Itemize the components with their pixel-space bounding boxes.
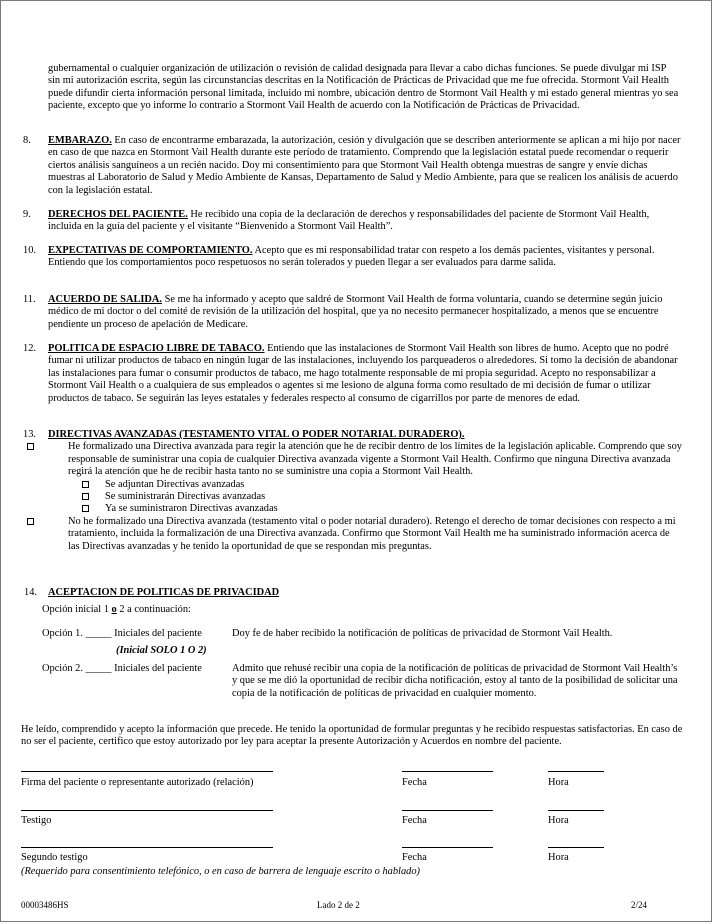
patient-time-line[interactable] <box>548 771 604 772</box>
item-text: Entiendo que las instalaciones de Stormont Vail Health son libres de humo. Acepto que no podré fumar ni utilizar productos de tabaco en ningún lugar de las instalaciones, incluyendo los parqueaderos o alrededores. Si tomo la decisión de abandonar las instalaciones para fumar o consumir productos de tabaco, me hago totalmente responsable de mi propia seguridad. Acepto no responsabilizar a Stormont Vail Health o a cualquiera de sus empleados o agentes si me lesiono de alguna forma como resultado de mi decisión de fumar o utilizar productos de tabaco. Se seguirán las leyes estatales y federales respecto al consumo de cigarrillos por parte de menores de edad. <box>48 343 678 404</box>
second-witness-signature-line[interactable] <box>21 847 273 848</box>
patient-signature-line[interactable] <box>21 771 273 772</box>
directive-sub-option <box>23 503 683 515</box>
item-pregnancy <box>23 135 683 197</box>
checkbox[interactable] <box>82 481 89 488</box>
date-label: Fecha <box>402 777 427 788</box>
item-number: 10. <box>23 245 36 256</box>
instruction-text: 2 a continuación: <box>116 604 191 615</box>
item-heading: ACUERDO DE SALIDA. <box>48 294 163 305</box>
item-heading: POLITICA DE ESPACIO LIBRE DE TABACO. <box>48 343 265 354</box>
option-1-initials[interactable]: Opción 1. _____ Iniciales del paciente <box>42 628 202 639</box>
patient-date-line[interactable] <box>402 771 493 772</box>
footer-revision: 2/24 <box>631 900 648 910</box>
directive-option-1 <box>23 441 683 478</box>
item-text: Se me ha informado y acepto que saldré de Stormont Vail Health de forma voluntaria, cuando se determine según juicio médico de mi doctor o del comité de revisión de la utilización del hospital, que ya no necesito permanecer hospitalizado, a menos que se encuentre pendiente un proceso de apelación de Medicare. <box>48 294 663 330</box>
acknowledgement-paragraph: He leído, comprendido y acepto la información que precede. He tenido la oportunidad de formular preguntas y he recibido respuestas satisfactorias. En caso de no ser el paciente, certifico que estoy autorizado por ley para aceptar la presente Autorización y Acuerdos en nombre del paciente. <box>21 724 683 748</box>
witness-time-line[interactable] <box>548 810 604 811</box>
witness-date-line[interactable] <box>402 810 493 811</box>
date-label: Fecha <box>402 852 427 863</box>
second-witness-time-line[interactable] <box>548 847 604 848</box>
item-tobacco <box>23 343 683 405</box>
instruction-text: Opción inicial 1 <box>42 604 112 615</box>
item-number: 9. <box>23 209 31 220</box>
option-text: No he formalizado una Directiva avanzada (testamento vital o poder notarial duradero). Retengo el derecho de tomar decisiones con respecto a mi tratamiento, incluida la formalización de una Directiva avanzada. Confirmo que Stormont Vail Health me ha suministrado información acerca de las Directivas avanzadas y he tenido la oportunidad de que se respondan mis preguntas. <box>68 515 676 552</box>
intro-paragraph: gubernamental o cualquier organización de utilización o revisión de calidad designada para llevar a cabo dichas funciones. Se puede divulgar mi ISP sin mi autorización escrita, según las circunstancias descritas en la Notificación de Prácticas de Privacidad que me fue ofrecida. Stormont Vail Health puede difundir cierta información personal limitada, incluido mi nombre, ubicación dentro de Stormont Vail Health y mi estado general mientras yo sea paciente, excepto que yo informe lo contrario a Stormont Vail Health de acuerdo con la Notificación de Prácticas de Privacidad. <box>48 63 679 112</box>
witness-signature-line[interactable] <box>21 810 273 811</box>
option-text: He formalizado una Directiva avanzada para regir la atención que he de recibir dentro de los límites de la legislación aplicable. Comprendo que soy responsable de suministrar una copia de cualquier Directiva avanzada vigente a Stormont Vail Health. Confirmo que ninguna Directiva avanzada regirá la atención que he de recibir hasta tanto no se suministre una copia a Stormont Vail Health. <box>68 441 682 478</box>
checkbox[interactable] <box>82 505 89 512</box>
option-2-initials[interactable]: Opción 2. _____ Iniciales del paciente <box>42 663 202 674</box>
time-label: Hora <box>548 815 569 826</box>
item-advance-directives <box>23 429 683 553</box>
footer-form-id: 00003486HS <box>21 900 69 910</box>
witness-requirement-note: (Requerido para consentimiento telefónico, o en caso de barrera de lenguaje escrito o hablado) <box>21 866 420 877</box>
initial-instructions <box>42 604 191 616</box>
item-number: 12. <box>23 343 36 354</box>
item-patient-rights <box>23 209 683 234</box>
item-text: He recibido una copia de la declaración de derechos y responsabilidades del paciente de Stormont Vail Health, incluida en la guía del paciente y el visitante “Bienvenido a Stormont Vail Health”. <box>48 209 650 233</box>
option-2-text: Admito que rehusé recibir una copia de la notificación de políticas de privacidad de Stormont Vail Health’s y que se me dió la oportunidad de recibir dicha notificación, estoy al tanto de la posibilidad de solicitar una copia de la notificación de políticas de privacidad en cualquier momento. <box>232 663 678 699</box>
item-number: 14. <box>24 587 37 598</box>
checkbox[interactable] <box>82 493 89 500</box>
item-discharge <box>23 294 683 331</box>
time-label: Hora <box>548 777 569 788</box>
item-number: 13. <box>23 429 36 440</box>
footer-page-number: Lado 2 de 2 <box>317 900 360 910</box>
second-witness-date-line[interactable] <box>402 847 493 848</box>
checkbox[interactable] <box>27 443 34 450</box>
directive-option-2 <box>23 516 683 553</box>
item-heading: DERECHOS DEL PACIENTE. <box>48 209 188 220</box>
directive-sub-option <box>23 491 683 503</box>
item-behavior <box>23 245 683 270</box>
item-heading: DIRECTIVAS AVANZADAS (TESTAMENTO VITAL O PODER NOTARIAL DURADERO). <box>48 429 465 440</box>
item-number: 8. <box>23 135 31 146</box>
item-heading: ACEPTACION DE POLITICAS DE PRIVACIDAD <box>48 587 280 598</box>
sub-option-text: Se adjuntan Directivas avanzadas <box>105 478 245 490</box>
sub-option-text: Se suministrarán Directivas avanzadas <box>105 491 266 503</box>
date-label: Fecha <box>402 815 427 826</box>
directive-sub-option <box>23 479 683 491</box>
item-number: 11. <box>23 294 36 305</box>
item-heading: EMBARAZO. <box>48 135 112 146</box>
item-text: En caso de encontrarme embarazada, la autorización, cesión y divulgación que se describen anteriormente se aplican a mi hijo por nacer en caso de que nazca en Stormont Vail Health durante este período de tratamiento. Comprendo que la legislación estatal puede recomendar o requerir ciertos análisis sanguíneos a un recién nacido. Doy mi consentimiento para que Stormont Vail Health obtenga muestras de sangre y envíe dichas muestras al Laboratorio de Salud y Medio Ambiente de Kansas, Departamento de Salud y Medio Ambiente, para que se realicen los análisis de acuerdo con la legislación estatal. <box>48 135 681 196</box>
checkbox[interactable] <box>27 518 34 525</box>
witness-label: Testigo <box>21 815 52 826</box>
initial-only-note: (Inicial SOLO 1 O 2) <box>116 645 207 656</box>
instruction-or: o <box>111 604 117 615</box>
option-1-text: Doy fe de haber recibido la notificación de políticas de privacidad de Stormont Vail Health. <box>232 628 613 639</box>
patient-signature-label: Firma del paciente o representante autorizado (relación) <box>21 777 254 788</box>
item-heading: EXPECTATIVAS DE COMPORTAMIENTO. <box>48 245 253 256</box>
time-label: Hora <box>548 852 569 863</box>
sub-option-text: Ya se suministraron Directivas avanzadas <box>105 503 278 515</box>
item-text: Acepto que es mi responsabilidad tratar con respeto a los demás pacientes, visitantes y personal. Entiendo que los comportamientos poco respetuosos no serán tolerados y pueden llegar a ser evaluados para darme salida. <box>48 245 655 269</box>
second-witness-label: Segundo testigo <box>21 852 88 863</box>
